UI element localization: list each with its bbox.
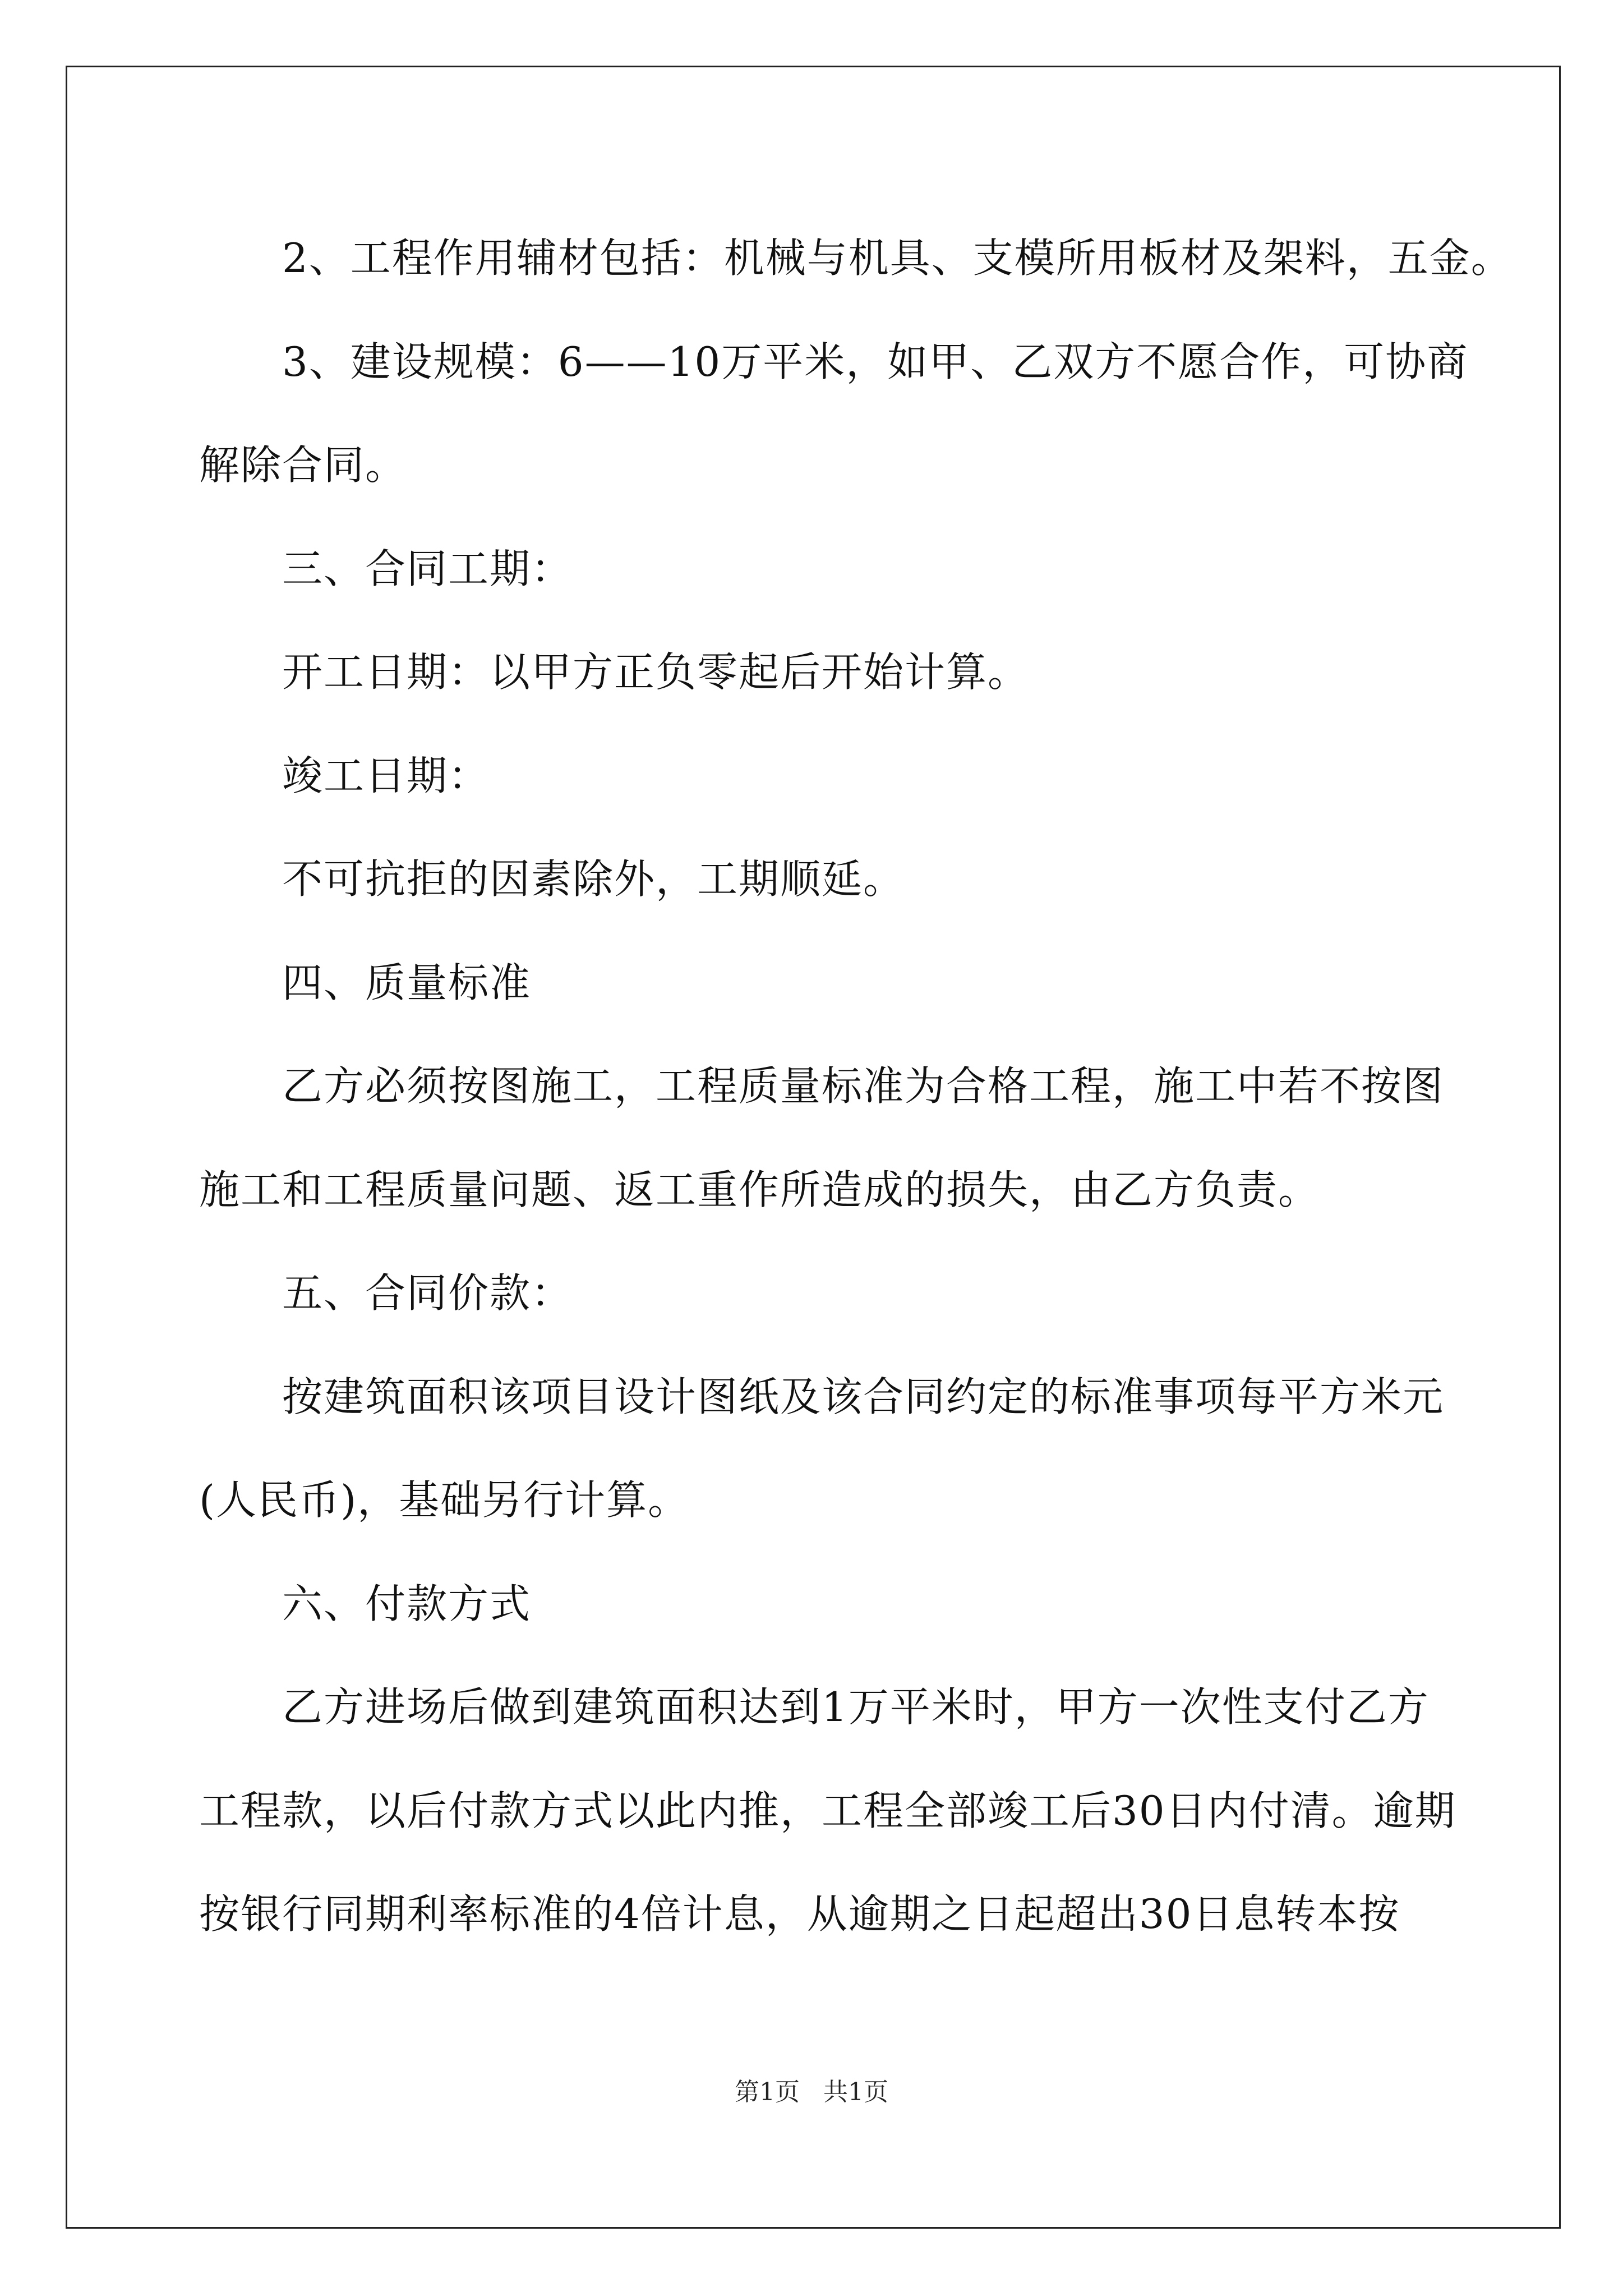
- text-line: 施工和工程质量问题、返工重作所造成的损失，由乙方负责。: [199, 1166, 1320, 1213]
- text-line: 乙方必须按图施工，工程质量标准为合格工程，施工中若不按图: [282, 1062, 1445, 1110]
- page-number-current: 第1页: [735, 2078, 800, 2106]
- text-line: 按银行同期利率标准的4倍计息，从逾期之日起超出30日息转本按: [199, 1890, 1400, 1938]
- page-footer: [0, 2076, 1623, 2109]
- text-line: 开工日期：以甲方正负零起后开始计算。: [282, 648, 1030, 696]
- text-line: 不可抗拒的因素除外，工期顺延。: [282, 855, 905, 903]
- text-line: 解除合同。: [199, 441, 407, 489]
- page-number-total: 共1页: [823, 2078, 888, 2106]
- text-line: 按建筑面积该项目设计图纸及该合同约定的标准事项每平方米元: [282, 1373, 1445, 1420]
- section-heading: 三、合同工期：: [282, 545, 573, 592]
- text-line: 乙方进场后做到建筑面积达到1万平米时，甲方一次性支付乙方: [282, 1683, 1430, 1731]
- section-heading: 五、合同价款：: [282, 1269, 573, 1317]
- text-line: 工程款，以后付款方式以此内推，工程全部竣工后30日内付清。逾期: [199, 1787, 1456, 1834]
- section-heading: 六、付款方式: [282, 1580, 532, 1627]
- text-line: 竣工日期：: [282, 752, 490, 799]
- text-line: 2、工程作用辅材包括：机械与机具、支模所用板材及架料，五金。: [282, 234, 1513, 282]
- text-line: 3、建设规模：6——10万平米，如甲、乙双方不愿合作，可协商: [282, 338, 1469, 385]
- section-heading: 四、质量标准: [282, 959, 532, 1006]
- text-line: (人民币)，基础另行计算。: [199, 1476, 690, 1524]
